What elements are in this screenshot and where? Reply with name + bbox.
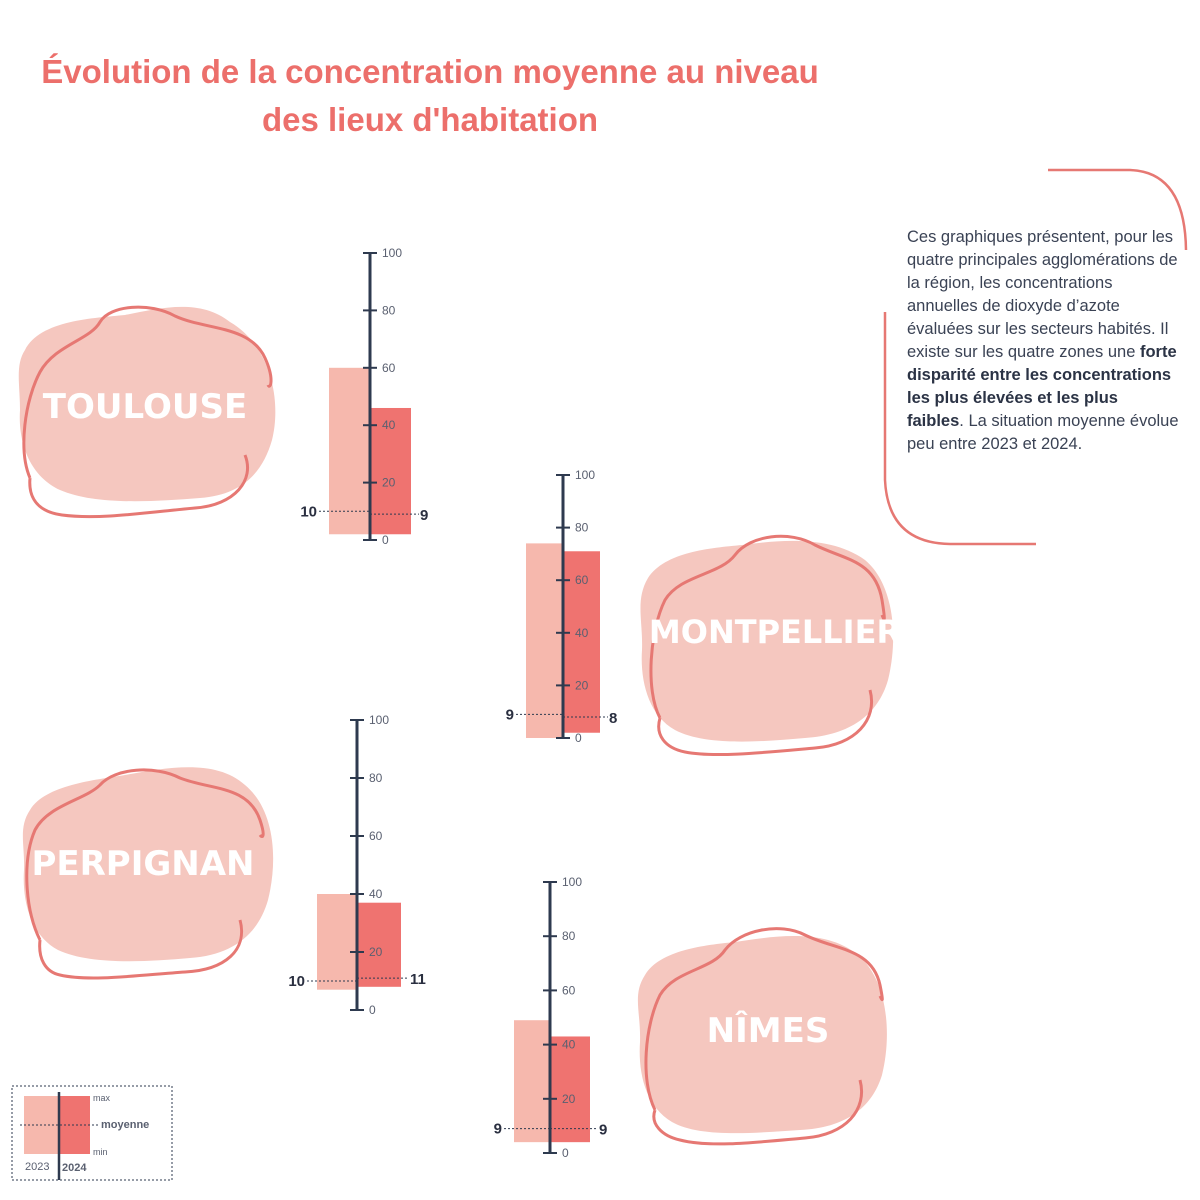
moyenne-label-2023-0: 10 xyxy=(300,503,317,521)
bar-2023-3 xyxy=(514,1020,550,1142)
moyenne-label-2024-1: 8 xyxy=(609,709,618,727)
y-tick-label-2-5: 100 xyxy=(369,713,390,727)
y-tick-label-1-5: 100 xyxy=(575,468,596,482)
moyenne-label-2023-2: 10 xyxy=(288,973,305,990)
y-tick-label-2-2: 40 xyxy=(369,887,383,901)
note-part-1: Ces graphiques présentent, pour les quatre principales agglomérations de la région, les concentrations annuelles de dioxyde d’azote évaluées sur les secteurs habités. Il existe sur les quatre zones une xyxy=(907,228,1178,361)
y-tick-label-0-2: 40 xyxy=(382,418,396,433)
blob-toulouse xyxy=(19,307,276,517)
city-label-nimes: NÎMES xyxy=(706,1011,830,1051)
y-tick-label-3-0: 0 xyxy=(562,1146,569,1160)
moyenne-label-2024-3: 9 xyxy=(599,1121,608,1139)
note-frame-top-arc xyxy=(1048,170,1186,250)
moyenne-label-2023-1: 9 xyxy=(505,706,514,724)
bar-2023-1 xyxy=(526,543,563,738)
legend-max: max xyxy=(93,1093,111,1103)
blob-perpignan xyxy=(23,767,273,978)
y-tick-label-3-4: 80 xyxy=(562,929,576,944)
y-tick-label-2-3: 60 xyxy=(369,829,383,843)
y-tick-label-0-5: 100 xyxy=(382,246,403,260)
legend-year-2023: 2023 xyxy=(25,1161,50,1173)
chart-perpignan xyxy=(288,713,426,1017)
city-label-montpellier: MONTPELLIER xyxy=(648,613,902,651)
legend-min: min xyxy=(93,1147,108,1157)
moyenne-label-2024-0: 9 xyxy=(420,507,429,525)
y-tick-label-0-3: 60 xyxy=(382,360,396,375)
moyenne-label-2024-2: 11 xyxy=(410,971,426,989)
note-bold-text: forte disparité entre les concentrations les plus élevées et les plus faibles xyxy=(907,343,1177,430)
y-tick-label-1-0: 0 xyxy=(575,731,582,745)
y-tick-label-3-1: 20 xyxy=(562,1091,576,1106)
city-label-toulouse: TOULOUSE xyxy=(42,387,248,427)
chart-nimes xyxy=(494,875,608,1160)
chart-toulouse xyxy=(300,246,428,547)
y-tick-label-1-2: 40 xyxy=(575,625,589,640)
y-tick-label-3-3: 60 xyxy=(562,983,576,998)
legend-year-2024: 2024 xyxy=(62,1162,87,1174)
y-tick-label-1-3: 60 xyxy=(575,573,589,588)
note-frame-bottom-arc xyxy=(885,312,1036,544)
blob-montpellier xyxy=(640,536,901,754)
y-tick-label-2-1: 20 xyxy=(369,945,383,959)
y-tick-label-1-4: 80 xyxy=(575,520,589,535)
legend xyxy=(12,1086,172,1180)
y-tick-label-0-0: 0 xyxy=(382,533,389,547)
city-label-perpignan: PERPIGNAN xyxy=(31,844,255,884)
note-part-2: . La situation moyenne évolue peu entre 2023 et 2024. xyxy=(907,412,1179,453)
y-tick-label-2-0: 0 xyxy=(369,1003,376,1017)
y-tick-label-0-1: 20 xyxy=(382,475,396,490)
page-title: Évolution de la concentration moyenne au niveau des lieux d'habitation xyxy=(41,53,819,138)
bar-2023-2 xyxy=(317,894,357,990)
bar-2023-0 xyxy=(329,368,370,534)
y-tick-label-0-4: 80 xyxy=(382,303,396,318)
y-tick-label-1-1: 20 xyxy=(575,678,589,693)
y-tick-label-3-5: 100 xyxy=(562,875,583,889)
moyenne-label-2023-3: 9 xyxy=(493,1120,502,1138)
blob-nimes xyxy=(638,929,887,1144)
chart-montpellier xyxy=(506,468,618,745)
y-tick-label-2-4: 80 xyxy=(369,771,383,785)
y-tick-label-3-2: 40 xyxy=(562,1037,576,1052)
legend-moyenne: moyenne xyxy=(101,1119,150,1131)
bar-2024-3 xyxy=(550,1036,590,1142)
